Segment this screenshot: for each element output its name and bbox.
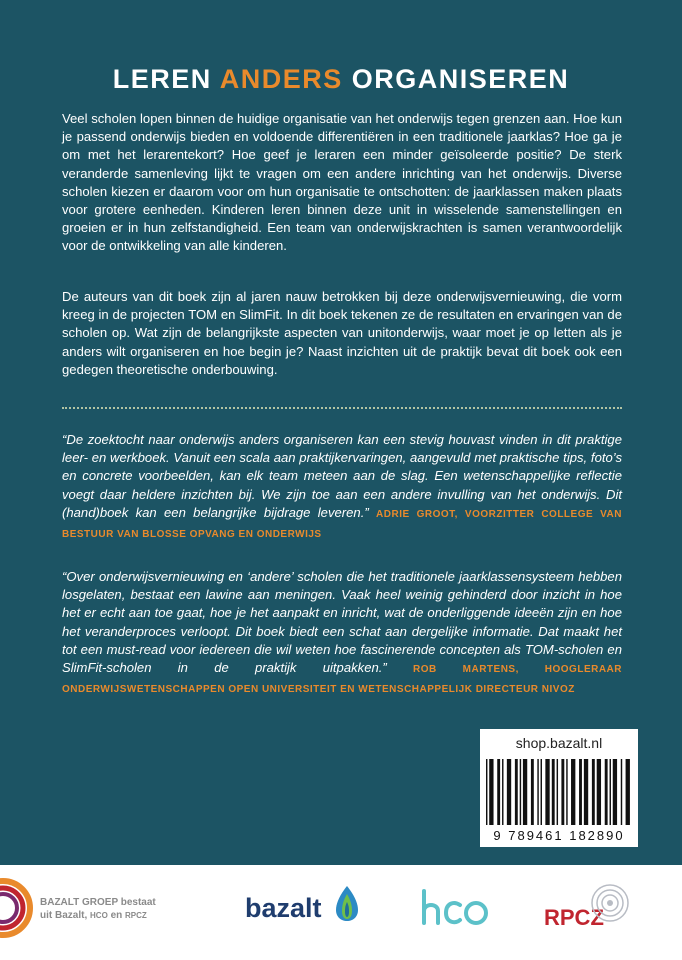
rpcz-logo: RPCZ — [544, 905, 604, 930]
shop-url: shop.bazalt.nl — [515, 735, 603, 751]
quote-2-text: “Over onderwijsvernieuwing en ‘andere’ scholen die het traditionele jaarklassensysteem hebben losgelaten, bestaat een lawine aan meningen. Vaak heel weinig gehinderd door inzicht in hoe het er echt aan toe gaat, hoe je het aanpakt en inricht, wat de onderliggende ideeën zijn en hoe het veranderproces verloopt. Dit boek biedt een schat aan dergelijke informatie. Dat maakt het tot een must-read voor iedereen die wil weten hoe fascinerende concepten als TOM-scholen en SlimFit-scholen in de praktijk uitpakken.” — [62, 569, 622, 676]
bazalt-logo: bazalt — [245, 893, 322, 923]
quote-1-attribution: ADRIE GROOT, VOORZITTER COLLEGE VAN BESTUUR VAN BLOSSE OPVANG EN ONDERWIJS — [62, 508, 622, 541]
rpcz-rings-icon — [590, 883, 630, 923]
quote-2-attribution: ROB MARTENS, HOOGLERAAR ONDERWIJSWETENSCHAPPEN OPEN UNIVERSITEIT EN WETENSCHAPPELIJK DIRECTEUR NIVOZ — [62, 664, 622, 696]
blurb-paragraph-2: De auteurs van dit boek zijn al jaren nauw betrokken bij deze onderwijsvernieuwing, die vorm kreeg in de projecten TOM en SlimFit. In dit boek tekenen ze de resultaten en ervaringen van de scholen op. Wat zijn de belangrijkste aspecten van unitonderwijs, waar moet je op letten als je anders wilt organiseren en hoe begin je? Naast inzichten uit de praktijk bevat dit boek ook een gedegen theoretische onderbouwing. — [62, 289, 622, 377]
blurb-paragraph-1: Veel scholen lopen binnen de huidige organisatie van het onderwijs tegen grenzen aan. Hoe kun je passend onderwijs bieden en voldoende differentiëren in een traditionele jaarklas? Hoe ga je om met het lerarentekort? Hoe geef je leraren een minder geïsoleerde positie? De sterk veranderde samenleving lijkt te vragen om een andere inrichting van het onderwijs. Diverse scholen kiezen er daarom voor om hun organisatie te ontschotten: de jaarklassen maken plaats voor grotere eenheden. Kinderen leren binnen deze unit in wisselende samenstellingen en groeien er in hun zelfstandigheid. Een team van onderwijskrachten is samen verantwoordelijk voor de ontwikkeling van alle kinderen. — [62, 111, 622, 254]
title-accent: ANDERS — [219, 64, 343, 94]
barcode-icon — [486, 759, 632, 825]
bazalt-groep-ring-icon — [0, 875, 36, 941]
isbn-number: 9 789461 182890 — [493, 828, 625, 843]
barcode-box — [480, 729, 638, 847]
publisher-footer — [0, 865, 682, 960]
cover-title: LEREN ANDERS ORGANISEREN — [112, 64, 570, 94]
hco-logo-icon — [420, 887, 492, 929]
quote-1 — [62, 431, 622, 544]
bazalt-drop-icon — [334, 884, 360, 922]
quote-2 — [62, 568, 622, 699]
bazalt-groep-text: BAZALT GROEP bestaat uit Bazalt, HCO en RPCZ — [40, 897, 156, 921]
quote-1-text: “De zoektocht naar onderwijs anders organiseren kan een stevig houvast vinden in dit praktige leer- en werkboek. Vanuit een scala aan praktijkervaringen, aangevuld met praktische tips, foto’s en concrete voorbeelden, kan elk team meteen aan de slag. Een wetenschappelijke reflectie voegt daar heldere inzichten bij. We zijn toe aan een andere invulling van het onderwijs. Dit (hand)boek kan een belangrijke bijdrage leveren.” — [62, 432, 622, 520]
dotted-divider — [62, 407, 622, 409]
